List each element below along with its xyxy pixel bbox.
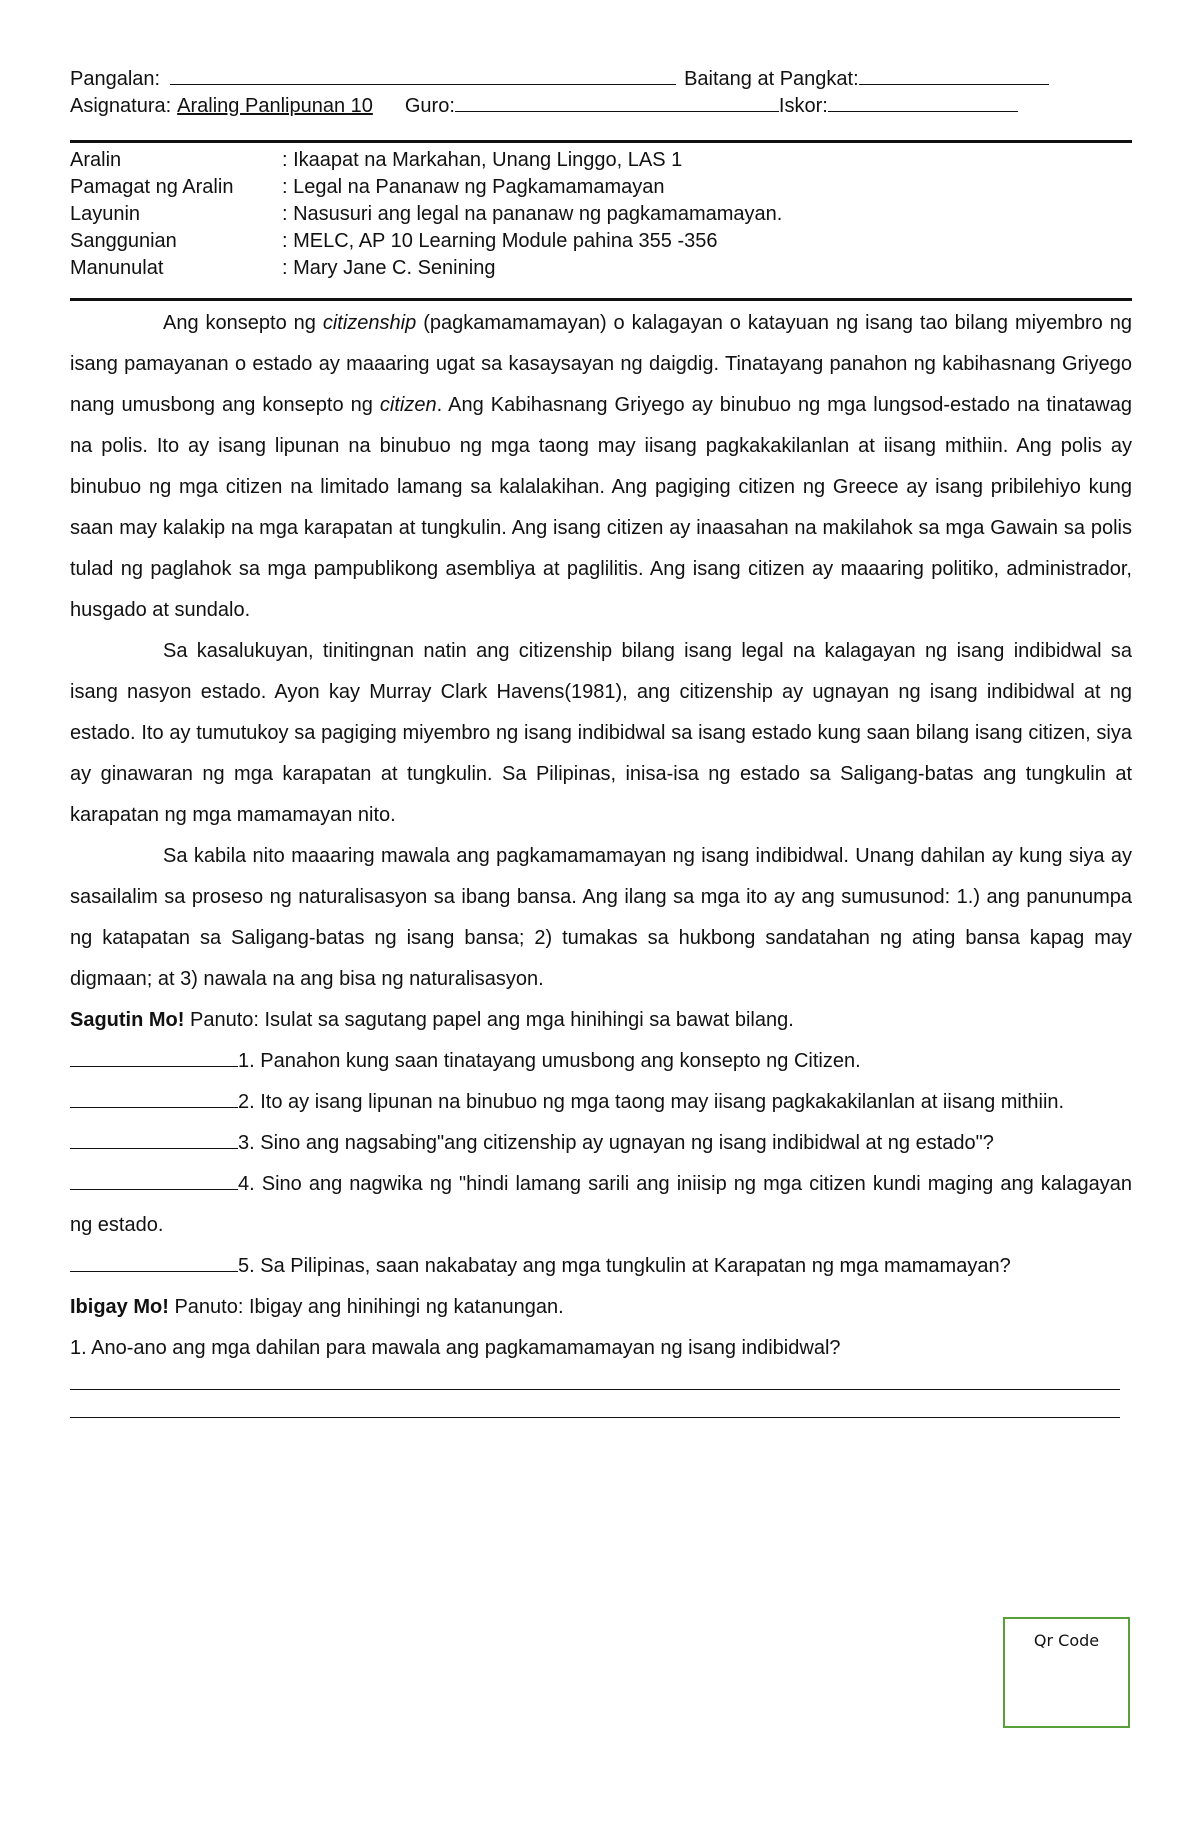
qr-code-label: Qr Code (1033, 1631, 1100, 1650)
info-label: Aralin (70, 149, 122, 171)
sagutin-section (70, 1000, 1132, 1287)
section-instruction: Panuto: Ibigay ang hinihingi ng katanungan. (168, 1296, 564, 1318)
answer-blank[interactable] (70, 1249, 238, 1272)
info-label: Pamagat ng Aralin (70, 176, 234, 198)
ibigay-section (70, 1287, 1132, 1418)
question-item (70, 1041, 1132, 1082)
ibigay-heading (70, 1287, 1132, 1328)
section-instruction: Panuto: Isulat sa sagutang papel ang mga hinihingi sa bawat bilang. (184, 1009, 794, 1031)
grade-label: Baitang at Pangkat: (684, 68, 859, 90)
header-divider (70, 140, 1132, 143)
paragraph-text: (pagkamamamayan) o kalagayan o katayuan ng isang tao bilang miyembro ng isang pamayanan o estado ay maaaring ugat sa kasaysayan ng daigdig. Tinatayang panahon ng kabihasnang Griyego nang umusbong ang konsepto ng (70, 312, 1132, 416)
info-label: Sanggunian (70, 230, 177, 252)
section-title: Ibigay Mo! (70, 1296, 169, 1318)
subject-value: Araling Panlipunan 10 (177, 95, 373, 117)
paragraph-3: Sa kabila nito maaaring mawala ang pagkamamamayan ng isang indibidwal. Unang dahilan ay kung siya ay sasailalim sa proseso ng naturalisasyon sa ibang bansa. Ang ilang sa mga ito ay ang sumusunod: 1.) ang panunumpa ng katapatan sa Saligang-batas ng isang bansa; 2) tumakas sa hukbong sandatahan ng ating bansa kapag may digmaan; at 3) nawala na ang bisa ng naturalisasyon. (70, 845, 1132, 990)
header-row-2 (70, 93, 1132, 120)
info-value: : Mary Jane C. Senining (282, 257, 496, 279)
teacher-label: Guro: (404, 95, 455, 117)
question-text: 5. Sa Pilipinas, saan nakabatay ang mga tungkulin at Karapatan ng mga mamamayan? (238, 1255, 1011, 1277)
section-title: Sagutin Mo! (70, 1009, 185, 1031)
question-text: 3. Sino ang nagsabing"ang citizenship ay ugnayan ng isang indibidwal at ng estado"? (238, 1132, 994, 1154)
paragraph-text: Ang konsepto ng (163, 312, 323, 334)
lesson-info-row (70, 201, 1132, 228)
worksheet (70, 66, 1132, 1418)
question-item (70, 1082, 1132, 1123)
question-item (70, 1164, 1132, 1246)
info-value: : MELC, AP 10 Learning Module pahina 355 -356 (282, 230, 718, 252)
score-blank[interactable] (828, 93, 1018, 112)
info-value: : Legal na Pananaw ng Pagkamamamayan (282, 176, 665, 198)
essay-question: 1. Ano-ano ang mga dahilan para mawala ang pagkamamamayan ng isang indibidwal? (70, 1337, 841, 1359)
italic-term: citizen (379, 394, 437, 416)
question-text: 2. Ito ay isang lipunan na binubuo ng mga taong may iisang pagkakakilanlan at iisang mithiin. (238, 1091, 1065, 1113)
score-label: Iskor: (778, 95, 828, 117)
info-divider (70, 298, 1132, 301)
lesson-info-row (70, 174, 1132, 201)
italic-term: citizenship (322, 312, 417, 334)
question-item (70, 1246, 1132, 1287)
answer-blank[interactable] (70, 1044, 238, 1067)
grade-blank[interactable] (859, 66, 1049, 85)
info-value: : Ikaapat na Markahan, Unang Linggo, LAS 1 (282, 149, 683, 171)
answer-blank[interactable] (70, 1167, 238, 1190)
question-text: 4. Sino ang nagwika ng "hindi lamang sarili ang iniisip ng mga citizen kundi maging ang kalagayan ng estado. (70, 1173, 1132, 1236)
question-text: 1. Panahon kung saan tinatayang umusbong ang konsepto ng Citizen. (238, 1050, 861, 1072)
sagutin-heading (70, 1000, 1132, 1041)
question-item (70, 1123, 1132, 1164)
answer-line[interactable] (70, 1389, 1120, 1390)
teacher-blank[interactable] (455, 93, 779, 112)
paragraph-1 (70, 303, 1132, 631)
lesson-info (70, 147, 1132, 282)
info-label: Layunin (70, 203, 141, 225)
lesson-info-row (70, 255, 1132, 282)
answer-blank[interactable] (70, 1126, 238, 1149)
answer-blank[interactable] (70, 1085, 238, 1108)
subject-label: Asignatura: (70, 95, 172, 117)
paragraph-2: Sa kasalukuyan, tinitingnan natin ang citizenship bilang isang legal na kalagayan ng isang indibidwal sa isang nasyon estado. Ayon kay Murray Clark Havens(1981), ang citizenship ay ugnayan ng isang indibidwal at ng estado. Ito ay tumutukoy sa pagiging miyembro ng isang indibidwal sa isang estado kung saan bilang isang citizen, siya ay ginawaran ng mga karapatan at tungkulin. Sa Pilipinas, inisa-isa ng estado sa Saligang-batas ang tungkulin at karapatan ng mga mamamayan nito. (70, 640, 1132, 826)
name-blank[interactable] (170, 66, 676, 85)
info-label: Manunulat (70, 257, 164, 279)
info-value: : Nasusuri ang legal na pananaw ng pagkamamamayan. (282, 203, 783, 225)
qr-code-box (1003, 1617, 1130, 1728)
name-label: Pangalan: (70, 68, 161, 90)
reading-passage (70, 303, 1132, 1000)
header-row-1 (70, 66, 1132, 93)
lesson-info-row (70, 147, 1132, 174)
lesson-info-row (70, 228, 1132, 255)
paragraph-text: . Ang Kabihasnang Griyego ay binubuo ng mga lungsod-estado na tinatawag na polis. Ito ay isang lipunan na binubuo ng mga taong may iisang pagkakakilanlan at iisang mithiin. Ang polis ay binubuo ng mga citizen na limitado lamang sa kalalakihan. Ang pagiging citizen ng Greece ay isang pribilehiyo kung saan may kalakip na mga karapatan at tungkulin. Ang isang citizen ay inaasahan na makilahok sa mga Gawain sa polis tulad ng paglahok sa mga pampublikong asembliya at paglilitis. Ang isang citizen ay maaaring politiko, administrador, husgado at sundalo. (70, 394, 1132, 621)
answer-line[interactable] (70, 1417, 1120, 1418)
